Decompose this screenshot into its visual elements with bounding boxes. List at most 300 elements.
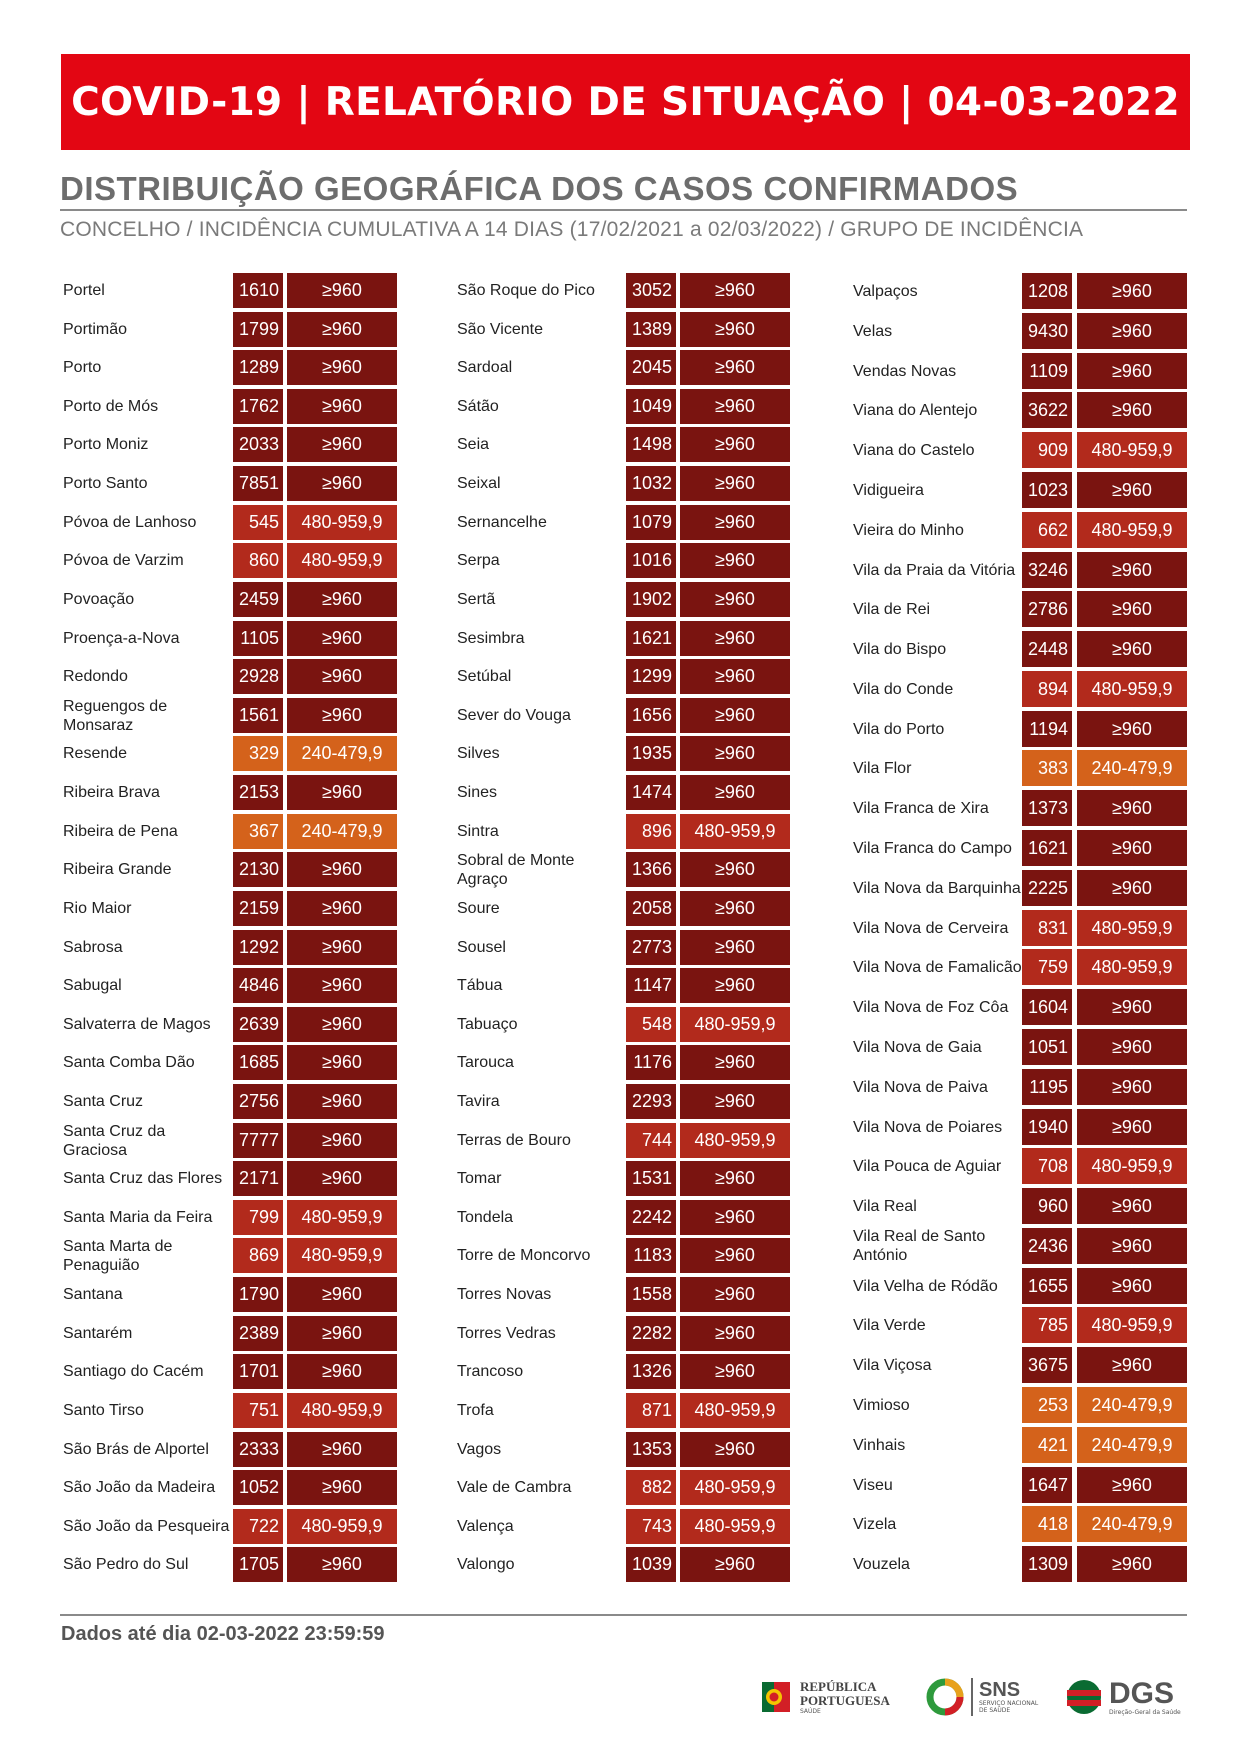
table-row	[851, 472, 1191, 508]
incidence-group: 480-959,9	[1077, 949, 1187, 985]
republica-portuguesa-logo	[760, 1672, 890, 1722]
incidence-value: 7851	[233, 466, 283, 501]
incidence-group: 240-479,9	[1077, 1427, 1187, 1463]
municipality-name: Valença	[457, 1518, 514, 1535]
incidence-group: ≥960	[287, 1432, 397, 1467]
incidence-group: 480-959,9	[680, 814, 790, 849]
table-row	[455, 312, 795, 347]
table-row	[851, 392, 1191, 428]
table-row	[851, 512, 1191, 548]
incidence-group: 480-959,9	[1077, 910, 1187, 946]
municipality-name: Santana	[63, 1286, 123, 1303]
incidence-value: 1353	[626, 1432, 676, 1467]
table-row	[455, 1123, 795, 1158]
incidence-value: 1039	[626, 1547, 676, 1582]
municipality-name: Vila Nova de Gaia	[853, 1038, 982, 1056]
municipality-name: Vila da Praia da Vitória	[853, 561, 1016, 579]
incidence-value: 1799	[233, 312, 283, 347]
table-row	[61, 659, 401, 694]
footer-logos	[760, 1672, 1210, 1722]
municipality-name: Sertã	[457, 591, 496, 608]
table-row	[455, 427, 795, 462]
incidence-value: 1685	[233, 1045, 283, 1080]
section-title: DISTRIBUIÇÃO GEOGRÁFICA DOS CASOS CONFIRMADOS	[60, 170, 1019, 207]
municipality-name: Vila Nova de Famalicão	[853, 958, 1022, 976]
municipality-name: Trofa	[457, 1402, 494, 1419]
municipality-name: Viana do Alentejo	[853, 401, 978, 419]
municipality-name: Porto Santo	[63, 475, 148, 492]
incidence-value: 751	[233, 1393, 283, 1428]
table-row	[455, 1432, 795, 1467]
incidence-group: ≥960	[680, 1238, 790, 1273]
incidence-group: ≥960	[287, 621, 397, 656]
municipality-name: Seixal	[457, 475, 501, 492]
municipality-name: Serpa	[457, 552, 500, 569]
table-row	[61, 891, 401, 926]
logo-republica-line2: PORTUGUESA	[800, 1692, 890, 1708]
incidence-group: ≥960	[680, 389, 790, 424]
municipality-name: Sabugal	[63, 977, 122, 994]
table-row	[61, 1045, 401, 1080]
table-row	[851, 1506, 1191, 1542]
municipality-name: Santo Tirso	[63, 1402, 144, 1419]
incidence-value: 1292	[233, 930, 283, 965]
incidence-value: 2159	[233, 891, 283, 926]
municipality-name: Viseu	[853, 1476, 893, 1494]
municipality-name: Vila Franca de Xira	[853, 799, 989, 817]
dgs-logo	[1065, 1672, 1181, 1722]
table-row	[851, 1069, 1191, 1105]
incidence-value: 831	[1022, 910, 1072, 946]
incidence-value: 722	[233, 1509, 283, 1544]
incidence-group: ≥960	[680, 621, 790, 656]
table-row	[61, 930, 401, 965]
incidence-value: 2639	[233, 1007, 283, 1042]
incidence-group: ≥960	[1077, 1029, 1187, 1065]
table-row	[851, 750, 1191, 786]
table-row	[455, 930, 795, 965]
incidence-value: 2448	[1022, 631, 1072, 667]
municipality-name: Vila Real	[853, 1197, 917, 1215]
incidence-group: ≥960	[1077, 1546, 1187, 1582]
incidence-group: ≥960	[1077, 273, 1187, 309]
incidence-value: 1656	[626, 698, 676, 733]
table-row	[851, 1109, 1191, 1145]
municipality-name: Povoação	[63, 591, 135, 608]
table-row	[455, 814, 795, 849]
table-row	[61, 1200, 401, 1235]
incidence-group: ≥960	[680, 273, 790, 308]
table-row	[455, 1509, 795, 1544]
incidence-value: 708	[1022, 1148, 1072, 1184]
table-row	[61, 698, 401, 733]
table-row	[455, 968, 795, 1003]
incidence-value: 1790	[233, 1277, 283, 1312]
incidence-group: ≥960	[680, 698, 790, 733]
table-row	[61, 1161, 401, 1196]
sns-logo	[925, 1672, 1043, 1722]
table-row	[61, 1007, 401, 1042]
incidence-group: ≥960	[1077, 790, 1187, 826]
table-row	[61, 1123, 401, 1158]
incidence-value: 860	[233, 543, 283, 578]
table-row	[851, 1188, 1191, 1224]
incidence-group: ≥960	[287, 1084, 397, 1119]
incidence-value: 799	[233, 1200, 283, 1235]
municipality-name: Ribeira de Pena	[63, 823, 178, 840]
incidence-value: 7777	[233, 1123, 283, 1158]
table-row	[851, 870, 1191, 906]
incidence-value: 1299	[626, 659, 676, 694]
incidence-value: 1326	[626, 1354, 676, 1389]
table-row	[851, 1546, 1191, 1582]
municipality-name: Vinhais	[853, 1436, 906, 1454]
municipality-name: Vidigueira	[853, 481, 924, 499]
municipality-name: São João da Madeira	[63, 1479, 216, 1496]
table-row	[61, 1238, 401, 1273]
incidence-value: 1474	[626, 775, 676, 810]
incidence-value: 1561	[233, 698, 283, 733]
incidence-value: 882	[626, 1470, 676, 1505]
table-row	[455, 582, 795, 617]
incidence-group: 480-959,9	[287, 1238, 397, 1273]
incidence-value: 1147	[626, 968, 676, 1003]
municipality-name: São Roque do Pico	[457, 282, 595, 299]
incidence-group: ≥960	[1077, 313, 1187, 349]
incidence-group: ≥960	[1077, 1347, 1187, 1383]
table-row	[851, 989, 1191, 1025]
incidence-value: 2928	[233, 659, 283, 694]
table-row	[851, 1307, 1191, 1343]
table-row	[455, 466, 795, 501]
table-row	[61, 1432, 401, 1467]
incidence-group: ≥960	[680, 930, 790, 965]
incidence-group: 240-479,9	[287, 736, 397, 771]
incidence-group: ≥960	[680, 736, 790, 771]
municipality-name: Porto de Mós	[63, 398, 159, 415]
table-row	[61, 543, 401, 578]
incidence-value: 2130	[233, 852, 283, 887]
incidence-value: 1558	[626, 1277, 676, 1312]
table-row	[61, 312, 401, 347]
municipality-name: Sines	[457, 784, 498, 801]
incidence-value: 4846	[233, 968, 283, 1003]
table-row	[61, 814, 401, 849]
incidence-group: ≥960	[680, 1200, 790, 1235]
table-row	[851, 790, 1191, 826]
incidence-group: 480-959,9	[680, 1393, 790, 1428]
incidence-group: ≥960	[287, 930, 397, 965]
municipality-name: Sátão	[457, 398, 499, 415]
incidence-value: 1176	[626, 1045, 676, 1080]
incidence-value: 1208	[1022, 273, 1072, 309]
table-row	[851, 1427, 1191, 1463]
table-row	[455, 1547, 795, 1582]
incidence-group: 480-959,9	[287, 505, 397, 540]
municipality-name: Tabuaço	[457, 1016, 518, 1033]
incidence-group: 480-959,9	[1077, 1307, 1187, 1343]
section-subtitle: CONCELHO / INCIDÊNCIA CUMULATIVA A 14 DIAS (17/02/2021 a 02/03/2022) / GRUPO DE INCIDÊNCIA	[60, 218, 1084, 241]
incidence-value: 2293	[626, 1084, 676, 1119]
incidence-value: 3622	[1022, 392, 1072, 428]
table-row	[851, 1387, 1191, 1423]
incidence-value: 2773	[626, 930, 676, 965]
table-row	[61, 1277, 401, 1312]
incidence-group: ≥960	[287, 466, 397, 501]
logo-dgs-subtitle: Direção-Geral da Saúde	[1109, 1708, 1181, 1716]
table-row	[61, 466, 401, 501]
municipality-name: Resende	[63, 745, 128, 762]
incidence-group: 480-959,9	[680, 1007, 790, 1042]
incidence-value: 329	[233, 736, 283, 771]
municipality-name: Vila Franca do Campo	[853, 839, 1012, 857]
incidence-value: 1052	[233, 1470, 283, 1505]
data-timestamp: Dados até dia 02-03-2022 23:59:59	[61, 1623, 385, 1645]
incidence-group: ≥960	[680, 1316, 790, 1351]
incidence-group: ≥960	[287, 968, 397, 1003]
municipality-name: Valpaços	[853, 282, 918, 300]
table-row	[455, 1084, 795, 1119]
incidence-value: 1032	[626, 466, 676, 501]
municipality-name: Vieira do Minho	[853, 521, 964, 539]
table-row	[455, 389, 795, 424]
incidence-value: 744	[626, 1123, 676, 1158]
table-row	[455, 1007, 795, 1042]
incidence-value: 2282	[626, 1316, 676, 1351]
incidence-value: 548	[626, 1007, 676, 1042]
municipality-name: Vila Flor	[853, 759, 912, 777]
incidence-group: ≥960	[1077, 631, 1187, 667]
table-row	[455, 1470, 795, 1505]
municipality-name: Santa Comba Dão	[63, 1054, 195, 1071]
incidence-group: 480-959,9	[1077, 432, 1187, 468]
incidence-group: 480-959,9	[1077, 512, 1187, 548]
incidence-value: 1195	[1022, 1069, 1072, 1105]
title-divider	[60, 209, 1187, 211]
incidence-value: 367	[233, 814, 283, 849]
logo-republica-line1: REPÚBLICA	[800, 1678, 877, 1694]
incidence-value: 894	[1022, 671, 1072, 707]
table-row	[851, 830, 1191, 866]
municipality-name: Salvaterra de Magos	[63, 1016, 211, 1033]
table-row	[455, 1238, 795, 1273]
flag-emblem-icon	[760, 1676, 794, 1718]
incidence-group: ≥960	[287, 1007, 397, 1042]
table-row	[61, 736, 401, 771]
municipality-name: Torres Vedras	[457, 1325, 556, 1342]
municipality-name: Ribeira Grande	[63, 861, 172, 878]
municipality-name: São João da Pesqueira	[63, 1518, 230, 1535]
incidence-value: 545	[233, 505, 283, 540]
incidence-group: ≥960	[680, 1161, 790, 1196]
incidence-group: ≥960	[1077, 989, 1187, 1025]
incidence-value: 869	[233, 1238, 283, 1273]
incidence-value: 2242	[626, 1200, 676, 1235]
table-row	[455, 1161, 795, 1196]
table-row	[455, 505, 795, 540]
incidence-group: ≥960	[287, 1277, 397, 1312]
municipality-name: Vendas Novas	[853, 362, 957, 380]
table-row	[851, 432, 1191, 468]
table-row	[61, 1084, 401, 1119]
incidence-group: ≥960	[287, 1316, 397, 1351]
municipality-name: Vila Nova de Poiares	[853, 1118, 1003, 1136]
incidence-value: 253	[1022, 1387, 1072, 1423]
incidence-group: ≥960	[680, 775, 790, 810]
municipality-name: Póvoa de Varzim	[63, 552, 184, 569]
incidence-group: ≥960	[680, 312, 790, 347]
incidence-value: 418	[1022, 1506, 1072, 1542]
table-row	[851, 671, 1191, 707]
table-row	[455, 273, 795, 308]
incidence-group: ≥960	[680, 852, 790, 887]
incidence-group: 480-959,9	[680, 1509, 790, 1544]
table-row	[61, 582, 401, 617]
municipality-name: Vila Real de Santo António	[853, 1228, 986, 1264]
incidence-value: 1935	[626, 736, 676, 771]
municipality-name: Portimão	[63, 321, 128, 338]
municipality-name: Santa Cruz das Flores	[63, 1170, 223, 1187]
incidence-group: 240-479,9	[1077, 1506, 1187, 1542]
incidence-group: ≥960	[287, 389, 397, 424]
table-row	[455, 1277, 795, 1312]
municipality-name: Terras de Bouro	[457, 1132, 571, 1149]
incidence-group: ≥960	[1077, 1268, 1187, 1304]
incidence-group: ≥960	[287, 891, 397, 926]
dgs-emblem-icon	[1065, 1678, 1103, 1716]
municipality-name: Vila do Conde	[853, 680, 954, 698]
incidence-group: ≥960	[287, 1470, 397, 1505]
incidence-group: 480-959,9	[680, 1123, 790, 1158]
municipality-name: Vila Pouca de Aguiar	[853, 1157, 1002, 1175]
incidence-group: 480-959,9	[287, 543, 397, 578]
table-row	[851, 631, 1191, 667]
incidence-group: ≥960	[1077, 711, 1187, 747]
incidence-value: 1940	[1022, 1109, 1072, 1145]
incidence-value: 909	[1022, 432, 1072, 468]
table-row	[61, 968, 401, 1003]
incidence-value: 871	[626, 1393, 676, 1428]
municipality-name: Santa Cruz	[63, 1093, 144, 1110]
incidence-value: 1705	[233, 1547, 283, 1582]
municipality-name: São Brás de Alportel	[63, 1441, 209, 1458]
incidence-value: 1531	[626, 1161, 676, 1196]
table-row	[455, 350, 795, 385]
incidence-value: 1610	[233, 273, 283, 308]
table-row	[851, 1268, 1191, 1304]
municipality-name: São Vicente	[457, 321, 543, 338]
incidence-value: 1655	[1022, 1268, 1072, 1304]
municipality-name: Sabrosa	[63, 939, 123, 956]
municipality-name: Vimioso	[853, 1396, 910, 1414]
incidence-value: 1902	[626, 582, 676, 617]
incidence-value: 383	[1022, 750, 1072, 786]
incidence-group: ≥960	[287, 698, 397, 733]
municipality-name: Vila Viçosa	[853, 1356, 932, 1374]
municipality-name: Vila do Bispo	[853, 640, 947, 658]
table-row	[851, 591, 1191, 627]
incidence-group: ≥960	[1077, 552, 1187, 588]
sns-ring-icon	[925, 1677, 965, 1717]
incidence-value: 1049	[626, 389, 676, 424]
municipality-name: Trancoso	[457, 1363, 524, 1380]
logo-sns-subtitle: SERVIÇO NACIONAL DE SAÚDE	[979, 1700, 1039, 1714]
incidence-group: ≥960	[287, 1354, 397, 1389]
incidence-value: 1109	[1022, 353, 1072, 389]
incidence-group: 480-959,9	[1077, 671, 1187, 707]
incidence-value: 1194	[1022, 711, 1072, 747]
incidence-value: 1079	[626, 505, 676, 540]
incidence-group: ≥960	[680, 1045, 790, 1080]
municipality-name: Vila Nova da Barquinha	[853, 879, 1021, 897]
incidence-value: 1762	[233, 389, 283, 424]
municipality-name: Viana do Castelo	[853, 441, 975, 459]
municipality-name: Ribeira Brava	[63, 784, 160, 801]
table-row	[455, 1393, 795, 1428]
incidence-group: ≥960	[287, 852, 397, 887]
incidence-group: ≥960	[1077, 591, 1187, 627]
incidence-group: ≥960	[287, 273, 397, 308]
incidence-value: 662	[1022, 512, 1072, 548]
municipality-name: Sardoal	[457, 359, 513, 376]
municipality-name: Seia	[457, 436, 490, 453]
table-row	[61, 505, 401, 540]
municipality-name: Santa Marta de Penaguião	[63, 1237, 173, 1274]
incidence-value: 1051	[1022, 1029, 1072, 1065]
table-row	[455, 1354, 795, 1389]
incidence-group: ≥960	[680, 968, 790, 1003]
incidence-group: 240-479,9	[287, 814, 397, 849]
incidence-value: 2756	[233, 1084, 283, 1119]
report-title-banner	[61, 54, 1190, 150]
table-row	[455, 698, 795, 733]
incidence-value: 2171	[233, 1161, 283, 1196]
incidence-value: 2389	[233, 1316, 283, 1351]
incidence-group: ≥960	[680, 1084, 790, 1119]
municipality-name: Sever do Vouga	[457, 707, 571, 724]
incidence-value: 1389	[626, 312, 676, 347]
table-row	[455, 775, 795, 810]
table-row	[851, 711, 1191, 747]
incidence-group: ≥960	[680, 1547, 790, 1582]
table-row	[851, 273, 1191, 309]
table-row	[851, 910, 1191, 946]
logo-dgs-title: DGS	[1109, 1676, 1175, 1710]
municipality-name: Sousel	[457, 939, 506, 956]
table-row	[455, 543, 795, 578]
incidence-group: 240-479,9	[1077, 1387, 1187, 1423]
incidence-value: 1309	[1022, 1546, 1072, 1582]
table-row	[851, 1029, 1191, 1065]
logo-republica-line3: SAÚDE	[800, 1707, 821, 1715]
report-title: COVID-19 | RELATÓRIO DE SITUAÇÃO | 04-03-2022	[71, 79, 1180, 125]
municipality-name: São Pedro do Sul	[63, 1556, 189, 1573]
table-row	[455, 891, 795, 926]
municipality-name: Vila Nova de Cerveira	[853, 919, 1009, 937]
table-row	[851, 1467, 1191, 1503]
municipality-name: Redondo	[63, 668, 128, 685]
incidence-group: ≥960	[1077, 1467, 1187, 1503]
incidence-group: ≥960	[1077, 1069, 1187, 1105]
incidence-group: ≥960	[680, 891, 790, 926]
table-row	[851, 313, 1191, 349]
table-row	[455, 1045, 795, 1080]
municipality-name: Vila do Porto	[853, 720, 945, 738]
incidence-group: ≥960	[287, 1123, 397, 1158]
municipality-name: Sesimbra	[457, 630, 525, 647]
municipality-name: Torres Novas	[457, 1286, 552, 1303]
table-row	[455, 621, 795, 656]
